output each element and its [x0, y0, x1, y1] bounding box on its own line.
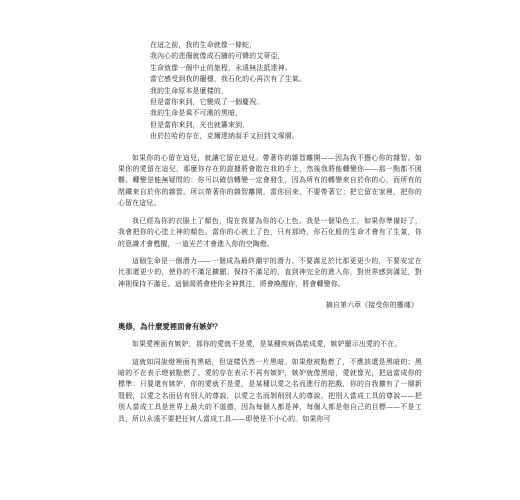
- poem-line: 當它感受到我的寵穩，我石化的心再次有了生氣。: [150, 75, 306, 84]
- poem-line: 我的生命原本是麼樣的，: [150, 86, 228, 95]
- answer-paragraph: 這就如同說燈裡面有黑暗，但這樣仍然一片黑暗。如果燈被點燃了，不應該還是黑暗的；黑暗的不在表示燈被點燃了。愛的存在表示不再有嫉妒，嫉妒就像黑暗，愛就像光，把這當成你的標準：只要還有嫉妒，你的愛就不是愛，是某種以愛之名而進行的把戲，你的自我擴有了一層新殼假，以愛之名而佔有別人的尊說，以愛之名而剝削別人的尊說。把別人當成工具的尊說——把別人當成工具是世界上最大的不道德，因為每個人都是神，每個人都是他自己的目標——不是工具，所以永遠不要把任何人當成工具——即使是不小心的。如果你可: [118, 357, 422, 423]
- poem-line: 但是當你來到，它變成了一個慶祝。: [150, 98, 264, 107]
- spacer: [118, 143, 422, 153]
- poem-line: 生命就像一個中止的旅程，永遠無法抵達神。: [150, 63, 292, 72]
- body-paragraph: 我已經為你的衣服上了顏色，現在我要為你的心上色。我是一個染色工，如果你準備好了，我會把你的心塗上神的顏色。當你的心被上了色，只有那時，你石化般的生命才會有了生氣，你的意識才會甦醒，一道光芒才會進入你的空陶燈。: [118, 216, 422, 248]
- poem-line: 但是當你來到，光也就籌來到，: [150, 120, 250, 129]
- question-heading: 奧修，為什麼愛裡面會有嫉妒？: [118, 322, 222, 332]
- poem-block: [150, 40, 422, 143]
- poem-line: 由於拉哈的存在，克爾達納叔手又回到文塚層。: [150, 132, 299, 141]
- spacer: [118, 290, 422, 300]
- source-citation: 摘自第六章《接受你的靈魂》: [325, 301, 418, 310]
- answer-paragraph: 如果愛裡面有嫉妒，那你的愛就不是愛，是某種疾病偽裝成愛，嫉妒顯示出愛的不在。: [132, 340, 402, 349]
- poem-line: 我內心的悲傷就像成石牆的可憐的艾蒂亞，: [150, 52, 285, 61]
- poem-line: 在這之前，我的生命就像一條蛇，: [150, 41, 257, 49]
- body-paragraph: 這個生命是一個潛力——一個成為最終潮宇的潛力。不要滿足於比那更更少的，不要安定在比那還更少的，使你的不滿足擴顯。保持不滿足的，直到神完全的進入你，對世界感到滿足，對神則保持不滿足。這個渴將會使你全神貫注，將會喚醒你，將會轉變你。: [118, 256, 422, 288]
- body-paragraph: 如果你的心留在這兒，就讓它留在這兒。帶著你的雜智離開——因為我不擔心你的雜智。如果你的愛留在這兒，那麼你存在的證據將會散在我的手上，然後我將能轉變你——那一點都不困難。轉變是能無疑問的：你可以確信轉變一定會發生，因為所有的轉變來自於你的心，而所有的閉鐵來自於你的雜智。所以帶著你的雜智離開，當你回來，不要帶著它；把它留在家裡，把你的心留在這兒。: [118, 153, 422, 208]
- poem-line: 我的生命是乘不可測的黑暗，: [150, 109, 243, 118]
- spacer: [118, 311, 422, 321]
